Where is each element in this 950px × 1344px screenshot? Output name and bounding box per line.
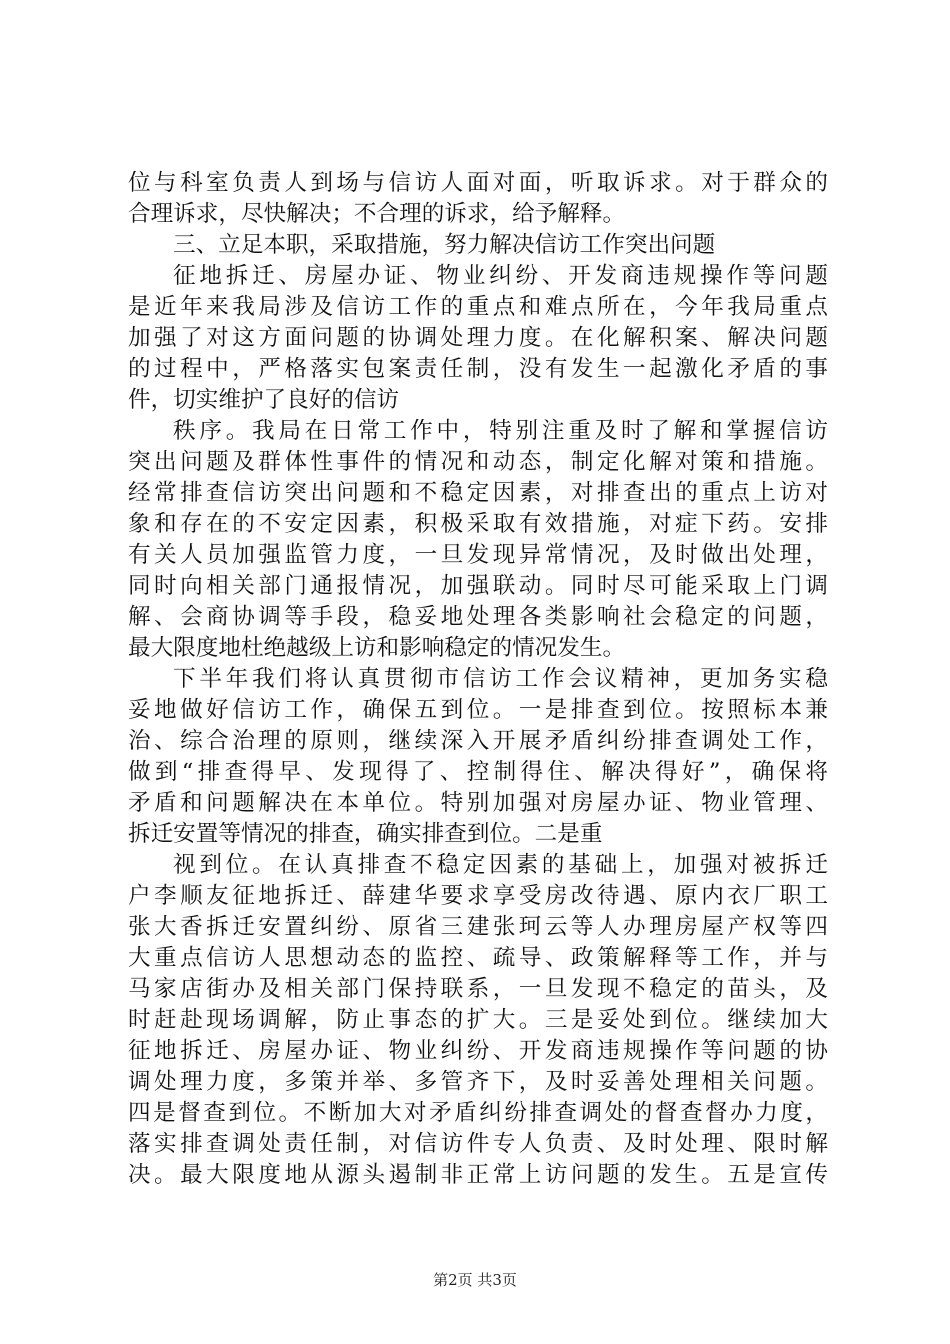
paragraph-line: 象和存在的不安定因素，积极采取有效措施，对症下药。安排 — [128, 511, 828, 537]
paragraph-line: 视到位。在认真排查不稳定因素的基础上，加强对被拆迁 — [173, 852, 828, 878]
paragraph-line: 经常排查信访突出问题和不稳定因素，对排查出的重点上访对 — [128, 480, 828, 506]
page-number-footer: 第2页 共3页 — [433, 1271, 517, 1289]
document-body — [128, 168, 828, 1191]
paragraph-line: 张大香拆迁安置纠纷、原省三建张珂云等人办理房屋产权等四 — [128, 914, 828, 940]
paragraph-line: 大重点信访人思想动态的监控、疏导、政策解释等工作，并与 — [128, 945, 828, 971]
paragraph-line: 时赶赴现场调解，防止事态的扩大。三是妥处到位。继续加大 — [128, 1007, 828, 1033]
paragraph-line: 位与科室负责人到场与信访人面对面，听取诉求。对于群众的 — [128, 170, 828, 196]
paragraph-line: 决。最大限度地从源头遏制非正常上访问题的发生。五是宣传 — [128, 1162, 828, 1188]
paragraph-line: 矛盾和问题解决在本单位。特别加强对房屋办证、物业管理、 — [128, 790, 828, 816]
section-heading: 三、立足本职，采取措施，努力解决信访工作突出问题 — [173, 232, 716, 258]
paragraph-line: 四是督查到位。不断加大对矛盾纠纷排查调处的督查督办力度， — [128, 1100, 828, 1126]
paragraph-line: 加强了对这方面问题的协调处理力度。在化解积案、解决问题 — [128, 325, 828, 351]
paragraph-line: 是近年来我局涉及信访工作的重点和难点所在，今年我局重点 — [128, 294, 828, 320]
paragraph-line: 落实排查调处责任制，对信访件专人负责、及时处理、限时解 — [128, 1131, 828, 1157]
paragraph-line: 合理诉求，尽快解决；不合理的诉求，给予解释。 — [128, 201, 626, 227]
paragraph-line: 突出问题及群体性事件的情况和动态，制定化解对策和措施。 — [128, 449, 828, 475]
paragraph-line: 马家店街办及相关部门保持联系，一旦发现不稳定的苗头，及 — [128, 976, 828, 1002]
paragraph-line: 秩序。我局在日常工作中，特别注重及时了解和掌握信访 — [173, 418, 828, 444]
paragraph-line: 妥地做好信访工作，确保五到位。一是排查到位。按照标本兼 — [128, 697, 828, 723]
paragraph-line: 户李顺友征地拆迁、薛建华要求享受房改待遇、原内衣厂职工 — [128, 883, 828, 909]
paragraph-line: 同时向相关部门通报情况，加强联动。同时尽可能采取上门调 — [128, 573, 828, 599]
paragraph-line: 解、会商协调等手段，稳妥地处理各类影响社会稳定的问题， — [128, 604, 828, 630]
paragraph-line: 件，切实维护了良好的信访 — [128, 387, 400, 413]
paragraph-line: 征地拆迁、房屋办证、物业纠纷、开发商违规操作等问题 — [173, 263, 828, 289]
paragraph-line: 做到“排查得早、发现得了、控制得住、解决得好”，确保将 — [128, 759, 828, 785]
paragraph-line: 的过程中，严格落实包案责任制，没有发生一起激化矛盾的事 — [128, 356, 828, 382]
paragraph-line: 调处理力度，多策并举、多管齐下，及时妥善处理相关问题。 — [128, 1069, 828, 1095]
paragraph-line: 有关人员加强监管力度，一旦发现异常情况，及时做出处理， — [128, 542, 828, 568]
paragraph-line: 下半年我们将认真贯彻市信访工作会议精神，更加务实稳 — [173, 666, 828, 692]
paragraph-line: 征地拆迁、房屋办证、物业纠纷、开发商违规操作等问题的协 — [128, 1038, 828, 1064]
paragraph-line: 最大限度地杜绝越级上访和影响稳定的情况发生。 — [128, 635, 626, 661]
paragraph-line: 拆迁安置等情况的排查，确实排查到位。二是重 — [128, 821, 603, 847]
paragraph-line: 治、综合治理的原则，继续深入开展矛盾纠纷排查调处工作， — [128, 728, 828, 754]
